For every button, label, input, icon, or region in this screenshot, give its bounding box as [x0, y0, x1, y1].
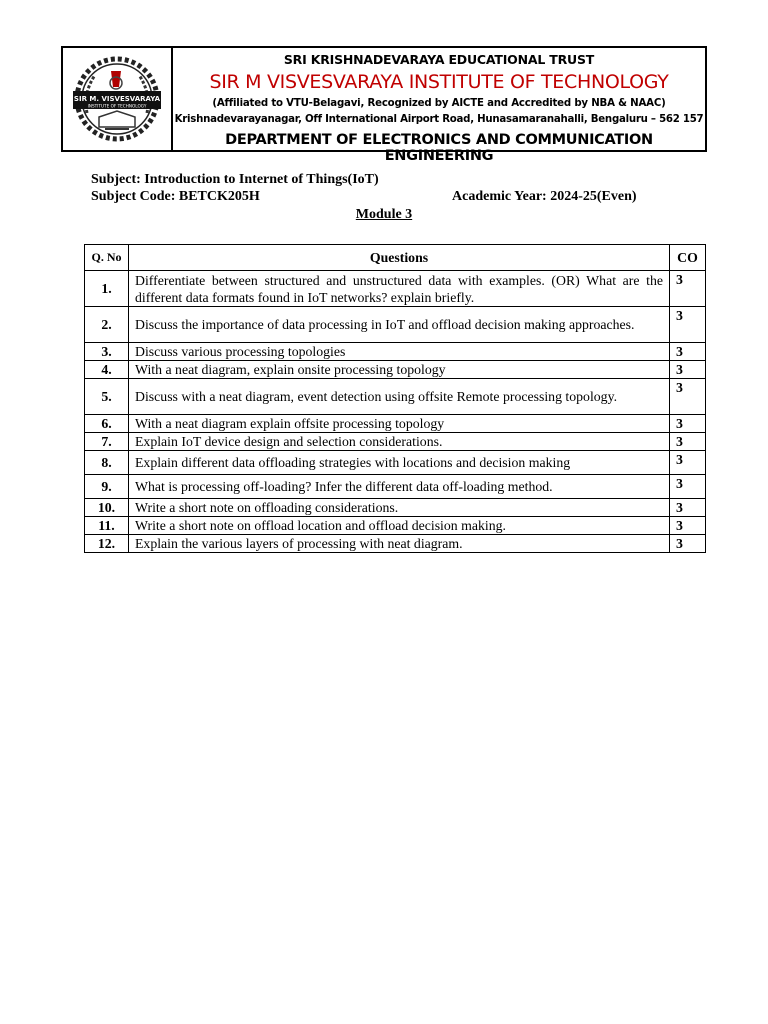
letterhead-text — [173, 48, 705, 164]
module-title: Module 3 — [355, 207, 413, 222]
question-number: 11. — [85, 517, 129, 535]
table-row — [85, 379, 706, 415]
header-qno: Q. No — [85, 245, 129, 271]
question-number: 7. — [85, 433, 129, 451]
table-row — [85, 499, 706, 517]
course-outcome: 3 — [670, 433, 706, 451]
table-row — [85, 361, 706, 379]
question-number: 6. — [85, 415, 129, 433]
table-row — [85, 415, 706, 433]
table-header-row — [85, 245, 706, 271]
subject-code-line: Subject Code: BETCK205H — [91, 189, 260, 204]
table-row — [85, 517, 706, 535]
institute-logo — [69, 53, 165, 145]
question-text: What is processing off-loading? Infer the different data off-loading method. — [129, 475, 670, 499]
table-row — [85, 271, 706, 307]
question-text: Discuss with a neat diagram, event detection using offsite Remote processing topology. — [129, 379, 670, 415]
subject-line: Subject: Introduction to Internet of Things(IoT) — [91, 172, 379, 187]
department-name: DEPARTMENT OF ELECTRONICS AND COMMUNICATION ENGINEERING — [225, 132, 653, 164]
question-number: 4. — [85, 361, 129, 379]
question-text: Explain IoT device design and selection considerations. — [129, 433, 670, 451]
course-outcome: 3 — [670, 451, 706, 475]
course-outcome: 3 — [670, 361, 706, 379]
course-outcome: 3 — [670, 379, 706, 415]
table-row — [85, 451, 706, 475]
question-text: Explain different data offloading strategies with locations and decision making — [129, 451, 670, 475]
question-text: With a neat diagram explain offsite processing topology — [129, 415, 670, 433]
course-outcome: 3 — [670, 307, 706, 343]
question-text: With a neat diagram, explain onsite processing topology — [129, 361, 670, 379]
trust-name: SRI KRISHNADEVARAYA EDUCATIONAL TRUST — [283, 52, 595, 67]
academic-year-line: Academic Year: 2024-25(Even) — [452, 189, 637, 204]
institute-name: SIR M VISVESVARAYA INSTITUTE OF TECHNOLOGY — [209, 71, 669, 93]
question-text: Discuss various processing topologies — [129, 343, 670, 361]
logo-cell — [63, 48, 173, 150]
question-number: 3. — [85, 343, 129, 361]
table-row — [85, 307, 706, 343]
question-number: 2. — [85, 307, 129, 343]
table-row — [85, 433, 706, 451]
course-outcome: 3 — [670, 415, 706, 433]
letterhead — [61, 46, 707, 164]
question-text: Explain the various layers of processing with neat diagram. — [129, 535, 670, 553]
header-questions: Questions — [129, 245, 670, 271]
table-row — [85, 475, 706, 499]
course-outcome: 3 — [670, 343, 706, 361]
question-number: 9. — [85, 475, 129, 499]
logo-subtext: INSTITUTE OF TECHNOLOGY — [87, 103, 147, 109]
address-line: Krishnadevarayanagar, Off International Airport Road, Hunasamaranahalli, Bengaluru – 562 157 — [174, 114, 704, 125]
header-co: CO — [670, 245, 706, 271]
table-row — [85, 343, 706, 361]
logo-text: SIR M. VISVESVARAYA — [73, 95, 161, 103]
question-number: 10. — [85, 499, 129, 517]
question-table — [84, 244, 706, 553]
course-outcome: 3 — [670, 475, 706, 499]
course-outcome: 3 — [670, 535, 706, 553]
question-text: Write a short note on offload location and offload decision making. — [129, 517, 670, 535]
question-number: 1. — [85, 271, 129, 307]
question-text: Differentiate between structured and unstructured data with examples. (OR) What are the different data formats found in IoT networks? explain briefly. — [129, 271, 670, 307]
table-row — [85, 535, 706, 553]
question-number: 8. — [85, 451, 129, 475]
course-outcome: 3 — [670, 271, 706, 307]
question-text: Discuss the importance of data processing in IoT and offload decision making approaches. — [129, 307, 670, 343]
question-number: 12. — [85, 535, 129, 553]
question-number: 5. — [85, 379, 129, 415]
course-outcome: 3 — [670, 499, 706, 517]
course-outcome: 3 — [670, 517, 706, 535]
question-text: Write a short note on offloading considerations. — [129, 499, 670, 517]
affiliation-line: (Affiliated to VTU-Belagavi, Recognized by AICTE and Accredited by NBA & NAAC) — [212, 98, 666, 109]
